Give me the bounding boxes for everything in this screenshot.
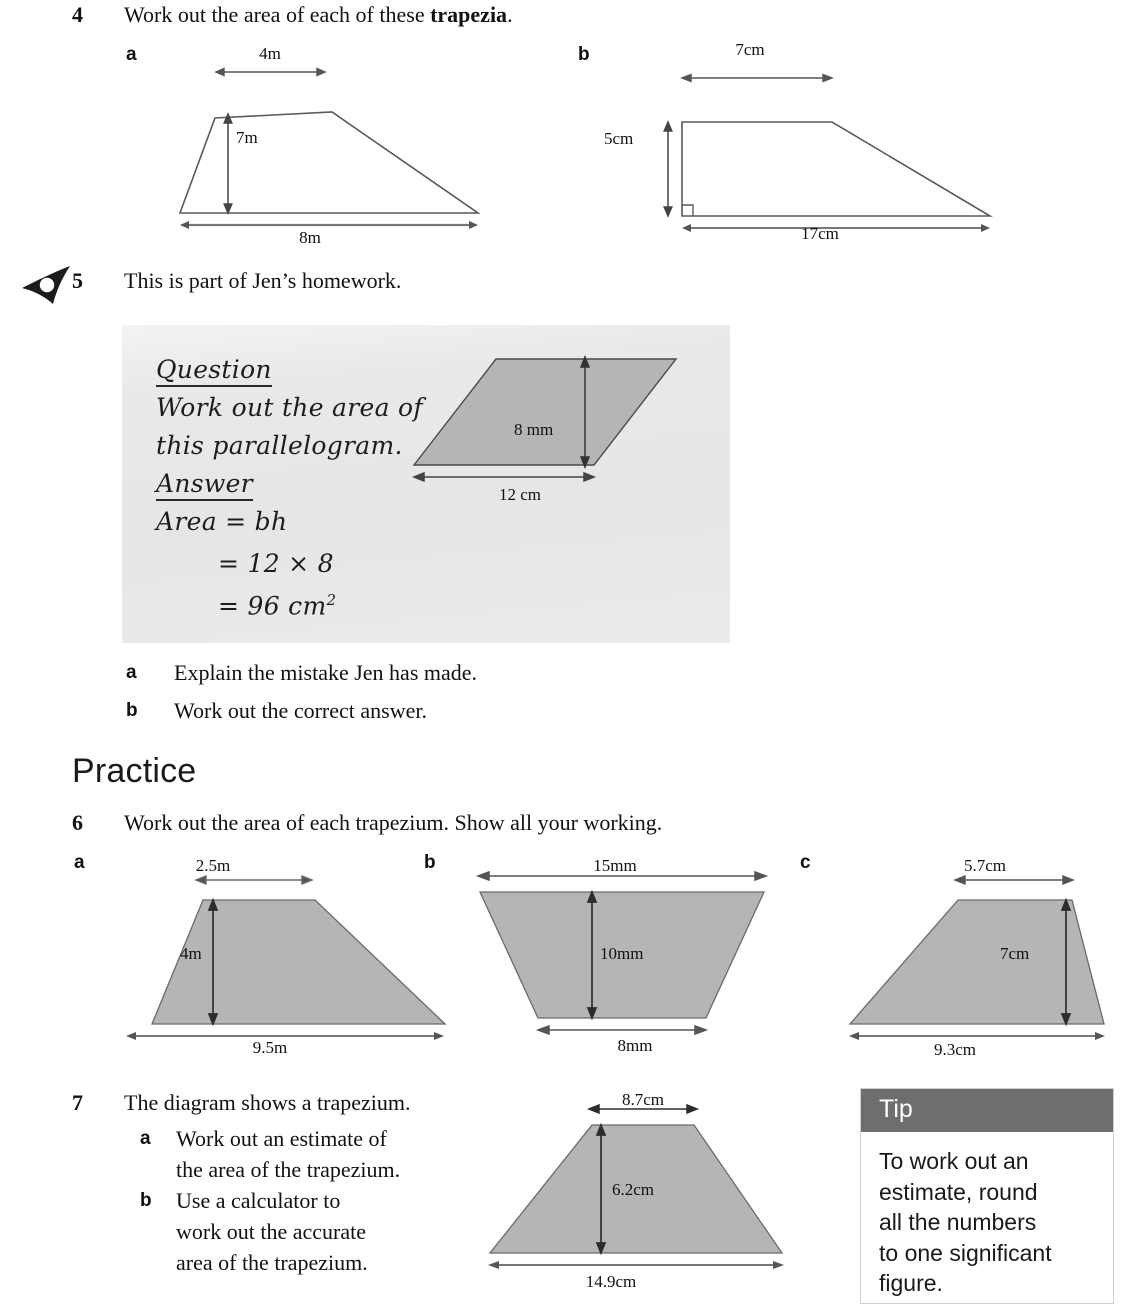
question-6a-diagram xyxy=(110,862,450,1042)
question-4-number: 4 xyxy=(72,2,83,27)
q4-text-bold: trapezia xyxy=(430,2,508,27)
question-7a-line2: the area of the trapezium. xyxy=(176,1157,401,1182)
top-dimension-line xyxy=(682,75,832,82)
question-6b-label: b xyxy=(424,852,436,873)
homework-question-line2: this parallelogram. xyxy=(156,431,403,460)
tip-box xyxy=(860,1088,1114,1304)
question-4a-diagram xyxy=(160,50,500,235)
question-6b-base-label: 8mm xyxy=(617,1036,653,1055)
question-6a-top-label: 2.5m xyxy=(195,856,231,875)
question-7b-line2: work out the accurate xyxy=(176,1219,366,1244)
height-dimension-line xyxy=(664,122,672,216)
tip-line-5: figure. xyxy=(879,1270,943,1297)
question-7-top-label: 8.7cm xyxy=(621,1090,665,1109)
q4-text-after: . xyxy=(507,2,513,27)
question-4-text xyxy=(124,2,513,28)
question-5b-label: b xyxy=(126,700,138,721)
question-7-text: The diagram shows a trapezium. xyxy=(124,1090,411,1115)
homework-answer-line3: = 96 $cm^2$ xyxy=(218,591,337,621)
question-4a-base-label: 8m xyxy=(299,228,321,247)
homework-question-line1: Work out the area of xyxy=(156,393,423,422)
question-6-number: 6 xyxy=(72,810,83,835)
question-7a-label: a xyxy=(140,1128,151,1149)
question-4b-base-label: 17cm xyxy=(801,224,839,243)
question-7b-line1: Use a calculator to xyxy=(176,1188,341,1213)
top-dimension-line xyxy=(216,69,325,76)
question-5b-text: Work out the correct answer. xyxy=(174,698,427,723)
tip-line-2: estimate, round xyxy=(879,1178,1038,1205)
homework-question-heading: Question xyxy=(156,355,272,387)
trapezium-outline xyxy=(682,122,990,216)
top-dimension-line xyxy=(196,876,312,884)
question-6a-base-label: 9.5m xyxy=(252,1038,288,1057)
height-dimension-line xyxy=(224,114,232,213)
homework-height-label: 8 mm xyxy=(514,420,554,439)
question-4a-height-label: 7m xyxy=(236,128,258,147)
question-5a-label: a xyxy=(126,662,137,683)
tip-line-3: all the numbers xyxy=(879,1209,1037,1236)
question-7b-label: b xyxy=(140,1190,152,1211)
question-7a-line1: Work out an estimate of xyxy=(176,1126,387,1151)
top-dimension-line xyxy=(955,876,1073,884)
homework-answer-line2: = 12 × 8 xyxy=(218,549,334,578)
base-dimension-line xyxy=(488,1261,784,1269)
question-4b-label: b xyxy=(578,44,590,65)
question-4b-top-label: 7cm xyxy=(735,40,765,59)
tip-line-4: to one significant xyxy=(879,1239,1052,1266)
question-6c-diagram xyxy=(836,862,1136,1042)
question-4a-top-label: 4m xyxy=(259,44,281,63)
question-6-text: Work out the area of each trapezium. Show all your working. xyxy=(124,810,663,835)
practice-heading: Practice xyxy=(72,752,197,790)
homework-answer-line1: Area = bh xyxy=(156,507,288,536)
question-5-text: This is part of Jen’s homework. xyxy=(124,268,402,293)
trapezium-outline xyxy=(180,112,478,213)
jen-homework-box xyxy=(122,325,730,643)
homework-answer-heading: Answer xyxy=(156,469,253,501)
parallelogram-shape xyxy=(414,359,676,465)
question-7b-line3: area of the trapezium. xyxy=(176,1250,368,1275)
tip-line-1: To work out an xyxy=(879,1148,1029,1174)
reasoning-arrow-icon xyxy=(18,262,76,306)
question-7-number: 7 xyxy=(72,1090,83,1115)
question-4b-height-label: 5cm xyxy=(604,129,634,148)
question-7-height-label: 6.2cm xyxy=(612,1180,655,1199)
question-6c-label: c xyxy=(800,852,811,873)
tip-body xyxy=(861,1132,1113,1309)
question-6c-base-label: 9.3cm xyxy=(933,1040,977,1059)
question-6c-height-label: 7cm xyxy=(1000,944,1030,963)
homework-base-label: 12 cm xyxy=(498,485,542,504)
base-dimension-line xyxy=(414,473,594,481)
base-dimension-line xyxy=(849,1032,1105,1040)
q4-text-before: Work out the area of each of these xyxy=(124,2,431,27)
question-5a-text: Explain the mistake Jen has made. xyxy=(174,660,478,685)
question-6a-label: a xyxy=(74,852,85,873)
question-4b-diagram xyxy=(660,50,1020,235)
question-6a-height-label: 4m xyxy=(180,944,202,963)
base-dimension-line xyxy=(538,1026,706,1034)
question-5-number: 5 xyxy=(72,268,83,293)
question-6b-top-label: 15mm xyxy=(593,856,637,875)
right-angle-marker xyxy=(682,205,693,216)
homework-parallelogram-diagram xyxy=(412,343,702,503)
question-6b-height-label: 10mm xyxy=(600,944,644,963)
question-6c-top-label: 5.7cm xyxy=(963,856,1007,875)
tip-heading: Tip xyxy=(861,1089,1113,1132)
question-4a-label: a xyxy=(126,44,137,65)
question-7-base-label: 14.9cm xyxy=(585,1272,637,1291)
